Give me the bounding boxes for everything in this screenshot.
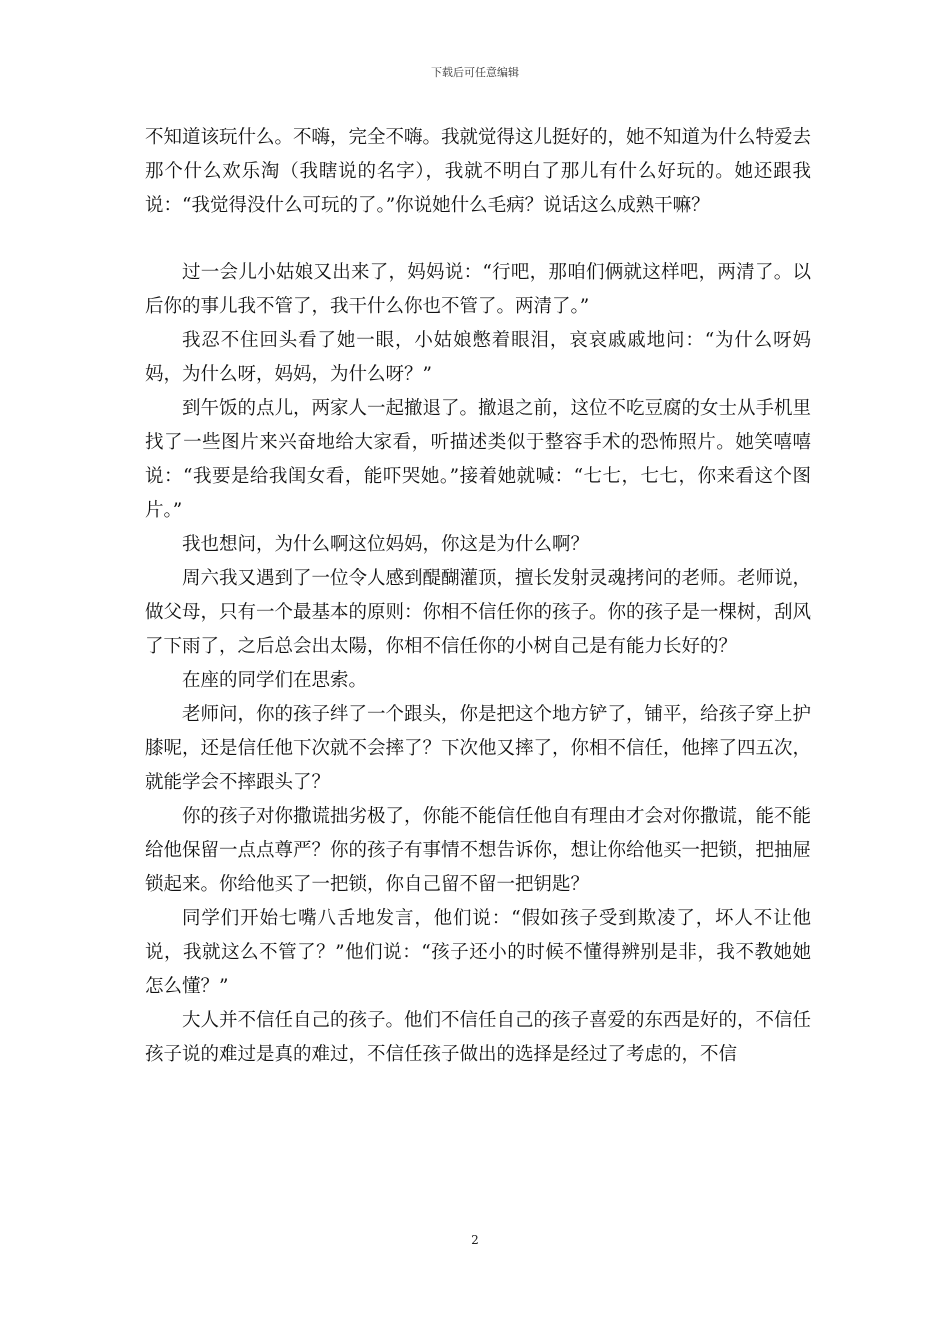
paragraph-6: 周六我又遇到了一位令人感到醍醐灌顶，擅长发射灵魂拷问的老师。老师说，做父母，只有一个最基本的原则：你相不信任你的孩子。你的孩子是一棵树，刮风了下雨了，之后总会出太陽，你相不信任你的小树自己是有能力长好的？	[145, 568, 812, 657]
paragraph-9: 你的孩子对你撒谎拙劣极了，你能不能信任他自有理由才会对你撒谎，能不能给他保留一点点尊严？你的孩子有事情不想告诉你，想让你给他买一把锁，把抽屉锁起来。你给他买了一把锁，你自己留不留一把钥匙？	[145, 806, 812, 895]
paragraph-1: 不知道该玩什么。不嗨，完全不嗨。我就觉得这儿挺好的，她不知道为什么特爱去那个什么欢乐淘（我瞎说的名字），我就不明白了那儿有什么好玩的。她还跟我说：“我觉得没什么可玩的了。”你说她什么毛病？说话这么成熟干嘛？	[145, 127, 812, 216]
paragraph-5: 我也想问，为什么啊这位妈妈，你这是为什么啊？	[182, 534, 590, 555]
paragraph-4: 到午饭的点儿，两家人一起撤退了。撤退之前，这位不吃豆腐的女士从手机里找了一些图片来兴奋地给大家看，听描述类似于整容手术的恐怖照片。她笑嘻嘻说：“我要是给我闺女看，能吓哭她。”接着她就喊：“七七，七七，你来看这个图片。”	[145, 398, 812, 521]
page-header: 下载后可任意编辑	[431, 66, 519, 79]
paragraph-10: 同学们开始七嘴八舌地发言，他们说：“假如孩子受到欺凌了，坏人不让他说，我就这么不管了？”他们说：“孩子还小的时候不懂得辨别是非，我不教她她怎么懂？”	[145, 908, 811, 997]
page-number: 2	[471, 1233, 479, 1247]
document-body	[145, 121, 811, 1072]
paragraph-8: 老师问，你的孩子绊了一个跟头，你是把这个地方铲了，铺平，给孩子穿上护膝呢，还是信任他下次就不会摔了？下次他又摔了，你相不信任，他摔了四五次，就能学会不摔跟头了？	[145, 704, 812, 793]
paragraph-3: 我忍不住回头看了她一眼，小姑娘憋着眼泪，哀哀戚戚地问：“为什么呀妈妈，为什么呀，妈妈，为什么呀？”	[145, 330, 811, 385]
paragraph-7: 在座的同学们在思索。	[182, 670, 368, 691]
paragraph-2: 过一会儿小姑娘又出来了，妈妈说：“行吧，那咱们俩就这样吧，两清了。以后你的事儿我不管了，我干什么你也不管了。两清了。”	[145, 262, 811, 317]
paragraph-11: 大人并不信任自己的孩子。他们不信任自己的孩子喜爱的东西是好的，不信任孩子说的难过是真的难过，不信任孩子做出的选择是经过了考虑的，不信	[145, 1010, 812, 1065]
